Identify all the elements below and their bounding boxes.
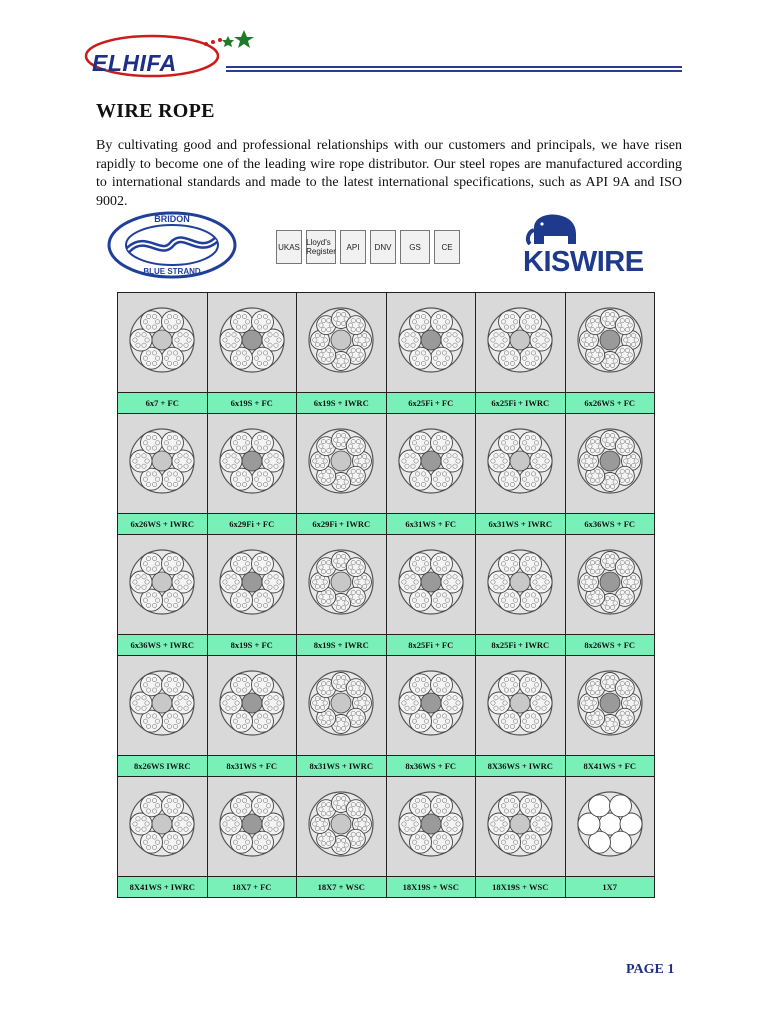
rope-image-cell <box>476 656 566 756</box>
rope-cross-section-icon <box>575 668 645 738</box>
rope-type-label: 8x26WS + FC <box>565 635 655 656</box>
rope-type-label: 6x25Fi + IWRC <box>476 393 566 414</box>
rope-image-cell <box>297 656 387 756</box>
rope-type-label: 8x31WS + FC <box>207 756 297 777</box>
rope-cross-section-icon <box>396 789 466 859</box>
rope-image-cell <box>386 656 476 756</box>
rope-cross-section-icon <box>396 426 466 496</box>
rope-image-cell <box>207 293 297 393</box>
rope-image-cell <box>476 535 566 635</box>
rope-cross-section-icon <box>575 789 645 859</box>
rope-image-cell <box>565 414 655 514</box>
rope-type-label: 18X7 + FC <box>207 877 297 898</box>
rope-image-cell <box>476 777 566 877</box>
rope-type-label: 6x26WS + IWRC <box>118 514 208 535</box>
rope-type-label: 6x36WS + FC <box>565 514 655 535</box>
rope-type-label: 8X41WS + IWRC <box>118 877 208 898</box>
rope-type-label: 6x31WS + FC <box>386 514 476 535</box>
rope-cross-section-icon <box>306 305 376 375</box>
rope-cross-section-icon <box>485 547 555 617</box>
rope-cross-section-icon <box>217 426 287 496</box>
header-rule <box>226 66 682 74</box>
rope-cross-section-icon <box>396 668 466 738</box>
rope-image-cell <box>565 777 655 877</box>
rope-image-cell <box>476 293 566 393</box>
rope-image-cell <box>118 293 208 393</box>
rope-type-label: 6x36WS + IWRC <box>118 635 208 656</box>
rope-image-cell <box>118 656 208 756</box>
company-logo-text: ELHIFA <box>92 50 177 76</box>
rope-type-label: 8x19S + IWRC <box>297 635 387 656</box>
rope-image-cell <box>207 656 297 756</box>
rope-type-label: 8X41WS + FC <box>565 756 655 777</box>
rope-image-cell <box>386 777 476 877</box>
bridon-logo-icon <box>106 210 238 280</box>
rope-type-label: 6x19S + IWRC <box>297 393 387 414</box>
cert-badge: CE <box>434 230 460 264</box>
rope-cross-section-icon <box>575 426 645 496</box>
rope-image-cell <box>386 414 476 514</box>
rope-cross-section-icon <box>127 426 197 496</box>
rope-type-label: 8x25Fi + FC <box>386 635 476 656</box>
rope-image-cell <box>386 535 476 635</box>
rope-type-label: 6x7 + FC <box>118 393 208 414</box>
rope-type-label: 6x31WS + IWRC <box>476 514 566 535</box>
rope-image-cell <box>565 293 655 393</box>
rope-type-label: 6x29Fi + FC <box>207 514 297 535</box>
certification-logos <box>276 230 460 264</box>
rope-image-row <box>118 414 655 514</box>
rope-type-label: 8x26WS IWRC <box>118 756 208 777</box>
rope-cross-section-icon <box>127 547 197 617</box>
bridon-bottom-text: BLUE STRAND <box>143 267 201 276</box>
rope-image-cell <box>565 656 655 756</box>
rope-cross-section-icon <box>485 426 555 496</box>
rope-cross-section-icon <box>127 668 197 738</box>
rope-label-row <box>118 756 655 777</box>
rope-cross-section-icon <box>217 547 287 617</box>
rope-cross-section-icon <box>485 789 555 859</box>
rope-cross-section-icon <box>396 305 466 375</box>
cert-badge: GS <box>400 230 430 264</box>
rope-cross-section-icon <box>306 789 376 859</box>
rope-type-label: 6x25Fi + FC <box>386 393 476 414</box>
page-number: PAGE 1 <box>626 962 675 977</box>
rope-cross-section-icon <box>217 668 287 738</box>
rope-type-label: 18X19S + WSC <box>386 877 476 898</box>
elephant-logo-icon <box>520 208 590 248</box>
rope-type-label: 18X7 + WSC <box>297 877 387 898</box>
rope-cross-section-icon <box>127 789 197 859</box>
rope-image-cell <box>207 777 297 877</box>
rope-image-cell <box>476 414 566 514</box>
cert-badge: Lloyd's Register <box>306 230 336 264</box>
rope-image-cell <box>118 414 208 514</box>
rope-catalog-table <box>117 292 655 898</box>
rope-type-label: 6x29Fi + IWRC <box>297 514 387 535</box>
cert-badge: DNV <box>370 230 396 264</box>
rope-type-label: 8x19S + FC <box>207 635 297 656</box>
page-header <box>0 0 768 90</box>
rope-image-cell <box>118 777 208 877</box>
rope-label-row <box>118 877 655 898</box>
intro-paragraph: By cultivating good and professional relationships with our customers and principals, we have risen rapidly to become one of the leading wire rope distributor. Our steel ropes are manufactured according to international standards and made to the latest international specifications, such as API 9A and ISO 9002. <box>96 138 682 209</box>
rope-type-label: 6x26WS + FC <box>565 393 655 414</box>
rope-cross-section-icon <box>575 547 645 617</box>
rope-image-cell <box>386 293 476 393</box>
rope-type-label: 6x19S + FC <box>207 393 297 414</box>
rope-cross-section-icon <box>396 547 466 617</box>
rope-image-row <box>118 535 655 635</box>
page-title: WIRE ROPE <box>96 100 215 122</box>
rope-image-row <box>118 293 655 393</box>
rope-image-row <box>118 656 655 756</box>
rope-image-cell <box>297 535 387 635</box>
rope-cross-section-icon <box>217 789 287 859</box>
rope-image-cell <box>297 414 387 514</box>
rope-cross-section-icon <box>485 668 555 738</box>
rope-image-cell <box>297 777 387 877</box>
rope-type-label: 8X36WS + IWRC <box>476 756 566 777</box>
cert-badge: UKAS <box>276 230 302 264</box>
kiswire-logo-text: KISWIRE <box>523 246 644 278</box>
rope-type-label: 8x36WS + FC <box>386 756 476 777</box>
rope-cross-section-icon <box>306 547 376 617</box>
rope-image-cell <box>207 414 297 514</box>
rope-cross-section-icon <box>217 305 287 375</box>
rope-image-row <box>118 777 655 877</box>
rope-image-cell <box>118 535 208 635</box>
rope-type-label: 1X7 <box>565 877 655 898</box>
rope-label-row <box>118 635 655 656</box>
rope-cross-section-icon <box>575 305 645 375</box>
rope-cross-section-icon <box>485 305 555 375</box>
rope-image-cell <box>565 535 655 635</box>
rope-type-label: 8x25Fi + IWRC <box>476 635 566 656</box>
rope-cross-section-icon <box>306 668 376 738</box>
rope-cross-section-icon <box>306 426 376 496</box>
rope-image-cell <box>297 293 387 393</box>
rope-image-cell <box>207 535 297 635</box>
rope-type-label: 8x31WS + IWRC <box>297 756 387 777</box>
rope-label-row <box>118 393 655 414</box>
cert-badge: API <box>340 230 366 264</box>
rope-label-row <box>118 514 655 535</box>
rope-cross-section-icon <box>127 305 197 375</box>
bridon-top-text: BRIDON <box>154 214 190 224</box>
rope-type-label: 18X19S + WSC <box>476 877 566 898</box>
